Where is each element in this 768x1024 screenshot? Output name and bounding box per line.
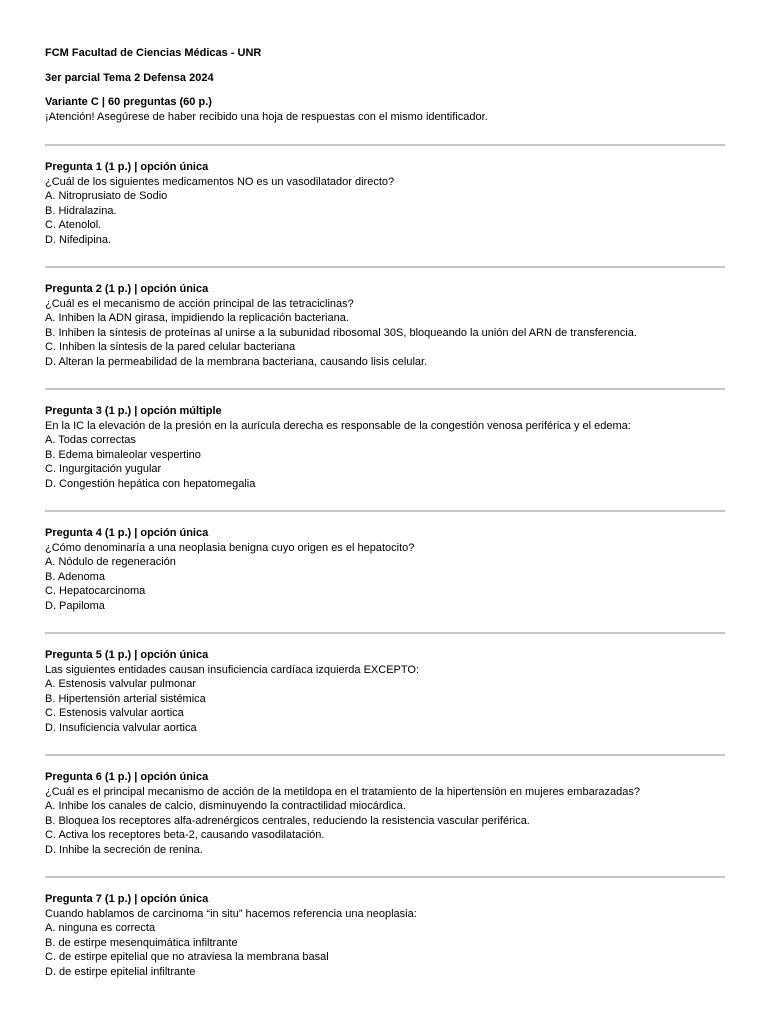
- question-text: ¿Cuál de los siguientes medicamentos NO es un vasodilatador directo?: [45, 175, 395, 188]
- option-b: B. Adenoma: [45, 570, 105, 583]
- option-a: A. Nódulo de regeneración: [45, 556, 176, 568]
- question-heading: Pregunta 7 (1 p.) | opción única: [45, 893, 209, 905]
- option-d: D. Inhibe la secreción de renina.: [45, 843, 203, 856]
- option-a: A. Inhibe los canales de calcio, disminuyendo la contractilidad miocárdica.: [45, 800, 406, 812]
- question-heading: Pregunta 6 (1 p.) | opción única: [45, 771, 209, 783]
- question-block: [45, 268, 725, 388]
- question-block: [45, 146, 725, 266]
- option-b: B. Bloquea los receptores alfa-adrenérgicos centrales, reduciendo la resistencia vascular periférica.: [45, 814, 530, 827]
- exam-header: [45, 46, 725, 144]
- question-text: ¿Cuál es el mecanismo de acción principal de las tetraciclinas?: [45, 297, 354, 310]
- option-d: D. de estirpe epitelial infiltrante: [45, 965, 196, 978]
- option-c: C. de estirpe epitelial que no atraviesa la membrana basal: [45, 951, 329, 963]
- question-text: Las siguientes entidades causan insuficiencia cardíaca izquierda EXCEPTO:: [45, 663, 420, 676]
- question-text: En la IC la elevación de la presión en la aurícula derecha es responsable de la congestión venosa periférica y el edema:: [45, 419, 631, 432]
- option-d: D. Papiloma: [45, 599, 105, 612]
- question-heading: Pregunta 5 (1 p.) | opción única: [45, 649, 209, 661]
- question-text: ¿Cuál es el principal mecanismo de acción de la metildopa en el tratamiento de la hipertensión en mujeres embarazadas?: [45, 785, 640, 798]
- option-c: C. Ingurgitación yugular: [45, 463, 162, 475]
- option-a: A. Estenosis valvular pulmonar: [45, 678, 197, 690]
- faculty-title: FCM Facultad de Ciencias Médicas - UNR: [45, 47, 262, 59]
- option-d: D. Nifedipina.: [45, 233, 112, 246]
- option-c: C. Atenolol.: [45, 219, 102, 231]
- question-heading: Pregunta 1 (1 p.) | opción única: [45, 161, 209, 173]
- question-block: [45, 878, 725, 988]
- question-heading: Pregunta 3 (1 p.) | opción múltiple: [45, 405, 222, 417]
- option-c: C. Inhiben la síntesis de la pared celular bacteriana: [45, 341, 296, 353]
- question-block: [45, 634, 725, 754]
- variant-info: Variante C | 60 preguntas (60 p.): [45, 96, 212, 108]
- exam-page: [45, 46, 725, 988]
- option-a: A. ninguna es correcta: [45, 922, 156, 934]
- option-a: A. Todas correctas: [45, 434, 136, 446]
- option-d: D. Insuficiencia valvular aortica: [45, 721, 197, 734]
- question-block: [45, 512, 725, 632]
- question-text: Cuando hablamos de carcinoma “in situ” hacemos referencia una neoplasia:: [45, 907, 417, 920]
- option-c: C. Estenosis valvular aortica: [45, 707, 184, 719]
- attention-notice: ¡Atención! Asegúrese de haber recibido una hoja de respuestas con el mismo identificador.: [45, 110, 488, 123]
- option-a: A. Nitroprusiato de Sodio: [45, 190, 168, 202]
- option-d: D. Alteran la permeabilidad de la membrana bacteriana, causando lisis celular.: [45, 355, 428, 368]
- option-b: B. Edema bimaleolar vespertino: [45, 448, 201, 461]
- option-d: D. Congestión hepática con hepatomegalia: [45, 477, 256, 490]
- option-b: B. Inhiben la síntesis de proteínas al unirse a la subunidad ribosomal 30S, bloqueando la unión del ARN de transferencia.: [45, 326, 637, 339]
- question-heading: Pregunta 4 (1 p.) | opción única: [45, 527, 209, 539]
- question-heading: Pregunta 2 (1 p.) | opción única: [45, 283, 209, 295]
- option-b: B. Hipertensión arterial sistémica: [45, 692, 206, 705]
- option-c: C. Activa los receptores beta-2, causando vasodilatación.: [45, 829, 325, 841]
- question-block: [45, 756, 725, 876]
- exam-subtitle: 3er parcial Tema 2 Defensa 2024: [45, 71, 214, 84]
- option-b: B. Hidralazina.: [45, 204, 117, 217]
- question-text: ¿Cómo denominaría a una neoplasia benigna cuyo origen es el hepatocito?: [45, 541, 415, 554]
- option-a: A. Inhiben la ADN girasa, impidiendo la replicación bacteriana.: [45, 312, 349, 324]
- option-c: C. Hepatocarcinoma: [45, 585, 146, 597]
- option-b: B. de estirpe mesenquimática infiltrante: [45, 936, 238, 949]
- question-block: [45, 390, 725, 510]
